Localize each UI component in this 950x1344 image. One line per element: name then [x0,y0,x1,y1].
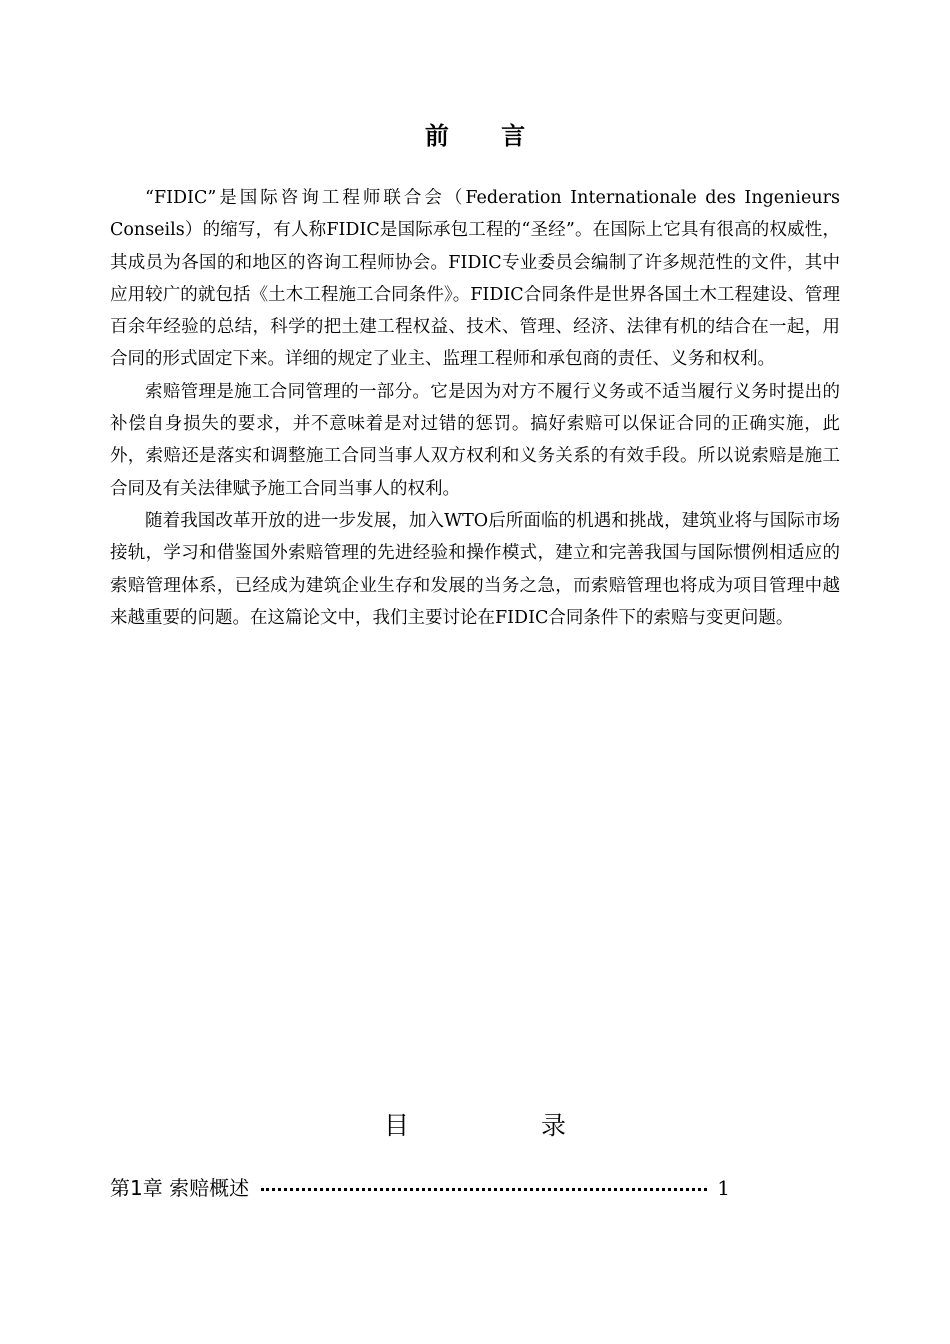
preface-body [110,182,840,634]
preface-paragraph-2: 索赔管理是施工合同管理的一部分。它是因为对方不履行义务或不适当履行义务时提出的补偿自身损失的要求，并不意味着是对过错的惩罚。搞好索赔可以保证合同的正确实施，此外，索赔还是落实和调整施工合同当事人双方权利和义务关系的有效手段。所以说索赔是施工合同及有关法律赋予施工合同当事人的权利。 [110,381,840,499]
toc-title: 目 录 [384,1111,628,1140]
toc-entry-label: 第1章 索赔概述 [110,1176,250,1200]
toc-entry[interactable] [110,1172,750,1202]
preface-paragraph-1: “FIDIC”是国际咨询工程师联合会（Federation Internationale des Ingenieurs Conseils）的缩写，有人称FIDIC是国际承包工程的“圣经”。在国际上它具有很高的权威性，其成员为各国的和地区的咨询工程师协会。FIDIC专业委员会编制了许多规范性的文件，其中应用较广的就包括《土木工程施工合同条件》。FIDIC合同条件是世界各国土木工程建设、管理百余年经验的总结，科学的把土建工程权益、技术、管理、经济、法律有机的结合在一起，用合同的形式固定下来。详细的规定了业主、监理工程师和承包商的责任、义务和权利。 [110,188,840,370]
preface-title: 前 言 [424,122,548,150]
preface-paragraph-3: 随着我国改革开放的进一步发展，加入WTO后所面临的机遇和挑战，建筑业将与国际市场接轨，学习和借鉴国外索赔管理的先进经验和操作模式，建立和完善我国与国际惯例相适应的索赔管理体系，已经成为建筑企业生存和发展的当务之急，而索赔管理也将成为项目管理中越来越重要的问题。在这篇论文中，我们主要讨论在FIDIC合同条件下的索赔与变更问题。 [110,510,840,628]
toc-entry-page: 1 [717,1176,730,1200]
toc-leader-dots [261,1188,707,1191]
